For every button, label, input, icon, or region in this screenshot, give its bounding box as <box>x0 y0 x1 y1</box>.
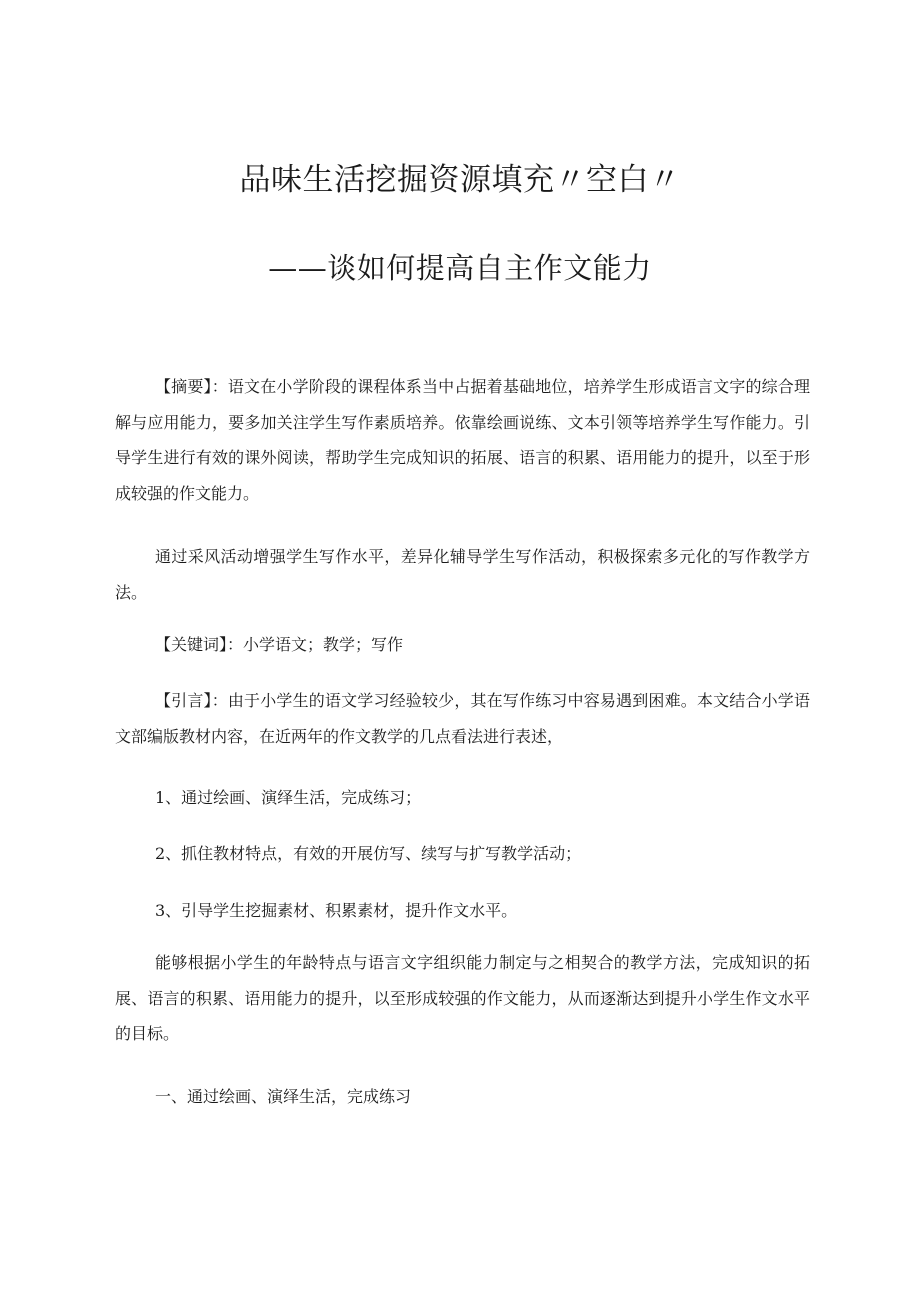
intro-text: ：由于小学生的语文学习经验较少，其在写作练习中容易遇到困难。本文结合小学语文部编版教材内容，在近两年的作文教学的几点看法进行表述， <box>115 691 810 746</box>
keywords-text: ：小学语文；教学；写作 <box>227 635 404 654</box>
page-title: 品味生活挖掘资源填充〃空白〃 <box>239 162 681 198</box>
intro-paragraph <box>115 683 810 754</box>
abstract-label: 【摘要】 <box>155 377 212 396</box>
keywords-label: 【关键词】 <box>155 635 228 654</box>
section-heading-1: 一、通过绘画、演绎生活，完成练习 <box>155 1087 412 1106</box>
list-item-3: 3、引导学生挖掘素材、积累素材，提升作文水平。 <box>155 901 518 920</box>
conclusion-paragraph: 能够根据小学生的年龄特点与语言文字组织能力制定与之相契合的教学方法，完成知识的拓展、语言的积累、语用能力的提升，以至形成较强的作文能力，从而逐渐达到提升小学生作文水平的目标。 <box>115 953 810 1043</box>
abstract-paragraph <box>115 369 810 511</box>
keywords-paragraph <box>115 627 810 663</box>
intro-label: 【引言】 <box>155 691 212 710</box>
list-item-1: 1、通过绘画、演绎生活，完成练习； <box>155 788 422 807</box>
page-subtitle: ——谈如何提高自主作文能力 <box>268 251 652 285</box>
list-item-2: 2、抓住教材特点，有效的开展仿写、续写与扩写教学活动； <box>155 844 582 863</box>
abstract-text: ：语文在小学阶段的课程体系当中占据着基础地位，培养学生形成语言文字的综合理解与应用能力，要多加关注学生写作素质培养。依靠绘画说练、文本引领等培养学生写作能力。引导学生进行有效的课外阅读，帮助学生完成知识的拓展、语言的积累、语用能力的提升，以至于形成较强的作文能力。 <box>115 377 810 503</box>
abstract-continuation-paragraph: 通过采风活动增强学生写作水平，差异化辅导学生写作活动，积极探索多元化的写作教学方法。 <box>115 547 810 602</box>
